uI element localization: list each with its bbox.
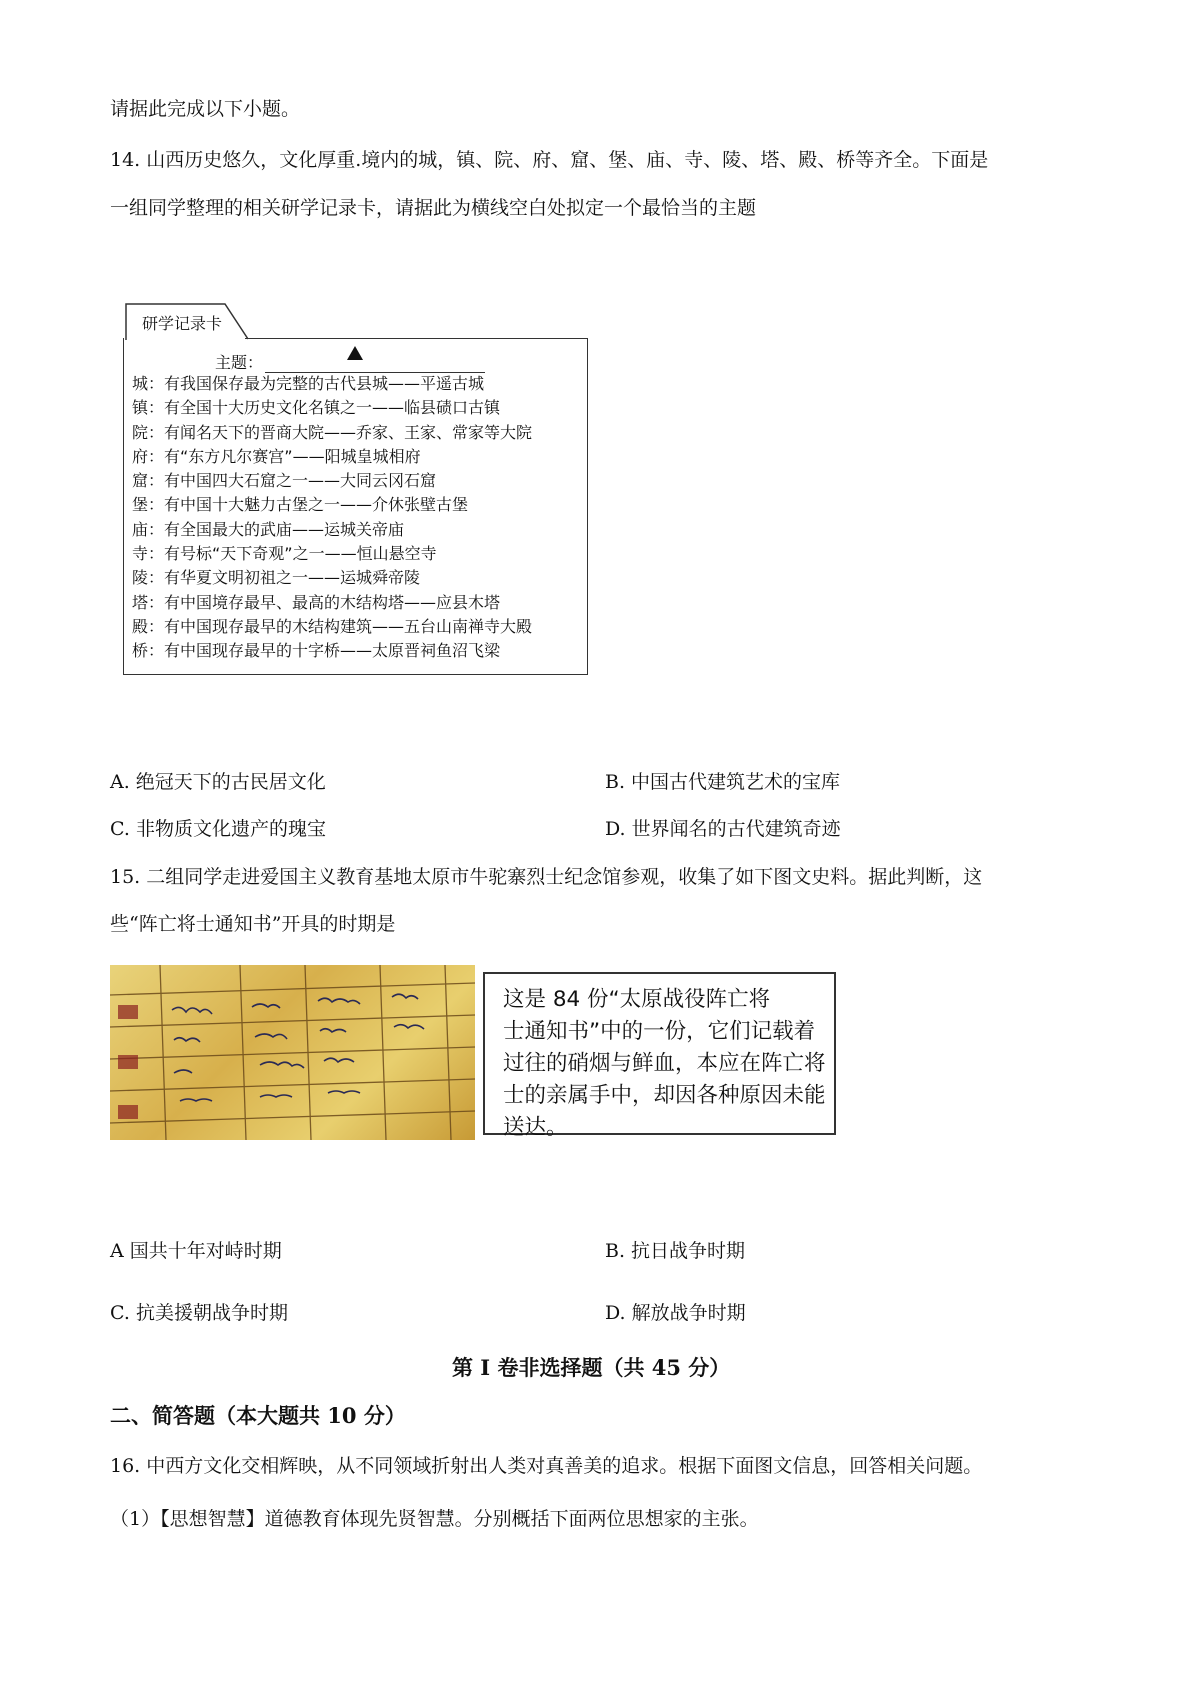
record-card-tab xyxy=(125,303,248,339)
record-card-rows xyxy=(132,372,532,664)
q15-option-b: B. 抗日战争时期 xyxy=(605,1240,746,1262)
section-two-title: 二、简答题（本大题共 10 分） xyxy=(110,1403,406,1428)
notice-description-line: 士的亲属手中，却因各种原因未能 xyxy=(503,1083,826,1108)
record-card-row: 陵：有华夏文明初祖之一——运城舜帝陵 xyxy=(132,568,421,588)
record-card-row: 堡：有中国十大魅力古堡之一——介休张壁古堡 xyxy=(132,495,469,515)
triangle-icon xyxy=(347,346,363,360)
question-14-line-2: 一组同学整理的相关研学记录卡，请据此为横线空白处拟定一个最恰当的主题 xyxy=(110,197,757,219)
question-16-line-1: 16. 中西方文化交相辉映，从不同领域折射出人类对真善美的追求。根据下面图文信息，回答相关问题。 xyxy=(110,1455,983,1477)
record-card-theme-label: 主题： xyxy=(215,353,264,372)
record-card-row: 庙：有全国最大的武庙——运城关帝庙 xyxy=(132,519,405,539)
q15-option-a: A 国共十年对峙时期 xyxy=(110,1240,282,1262)
intro-text: 请据此完成以下小题。 xyxy=(110,98,301,120)
q14-option-c: C. 非物质文化遗产的瑰宝 xyxy=(110,818,326,840)
record-card-row: 城：有我国保存最为完整的古代县城——平遥古城 xyxy=(132,374,485,393)
question-15-line-1: 15. 二组同学走进爱国主义教育基地太原市牛驼寨烈士纪念馆参观，收集了如下图文史料。据此判断，这 xyxy=(110,866,983,888)
record-card-row: 寺：有号标“天下奇观”之一——恒山悬空寺 xyxy=(132,544,437,564)
q14-option-b: B. 中国古代建筑艺术的宝库 xyxy=(605,771,841,793)
notice-description-line: 过往的硝烟与鲜血，本应在阵亡将 xyxy=(503,1051,826,1076)
q15-option-c: C. 抗美援朝战争时期 xyxy=(110,1302,288,1324)
notice-description-box xyxy=(483,972,836,1140)
notice-description-line: 送达。 xyxy=(503,1115,568,1140)
q14-option-a: A. 绝冠天下的古民居文化 xyxy=(110,771,326,793)
record-card-row: 院：有闻名天下的晋商大院——乔家、王家、常家等大院 xyxy=(132,422,533,442)
record-card-row: 殿：有中国现存最早的木结构建筑——五台山南禅寺大殿 xyxy=(132,616,533,636)
notice-description-line: 这是 84 份“太原战役阵亡将 xyxy=(503,987,771,1012)
q14-option-d: D. 世界闻名的古代建筑奇迹 xyxy=(605,818,841,840)
record-card-row: 塔：有中国境存最早、最高的木结构塔——应县木塔 xyxy=(132,592,501,612)
notice-description-line: 士通知书”中的一份，它们记载着 xyxy=(503,1019,816,1044)
record-card-row: 窟：有中国四大石窟之一——大同云冈石窟 xyxy=(132,471,437,491)
question-16-sub-1: （1）【思想智慧】道德教育体现先贤智慧。分别概括下面两位思想家的主张。 xyxy=(110,1508,759,1530)
record-card-row: 桥：有中国现存最早的十字桥——太原晋祠鱼沼飞梁 xyxy=(132,641,501,661)
question-15-line-2: 些“阵亡将士通知书”开具的时期是 xyxy=(110,913,396,935)
q15-option-d: D. 解放战争时期 xyxy=(605,1302,746,1324)
question-14-line-1: 14. 山西历史悠久，文化厚重.境内的城，镇、院、府、窟、堡、庙、寺、陵、塔、殿、桥等齐全。下面是 xyxy=(110,149,989,171)
record-card-row: 府：有“东方凡尔赛宫”——阳城皇城相府 xyxy=(132,446,421,466)
notice-document-photo xyxy=(110,965,475,1140)
record-card-row: 镇：有全国十大历史文化名镇之一——临县碛口古镇 xyxy=(132,398,501,418)
record-card-tab-label: 研学记录卡 xyxy=(142,314,223,333)
part-two-title: 第 I 卷非选择题（共 45 分） xyxy=(452,1355,731,1380)
